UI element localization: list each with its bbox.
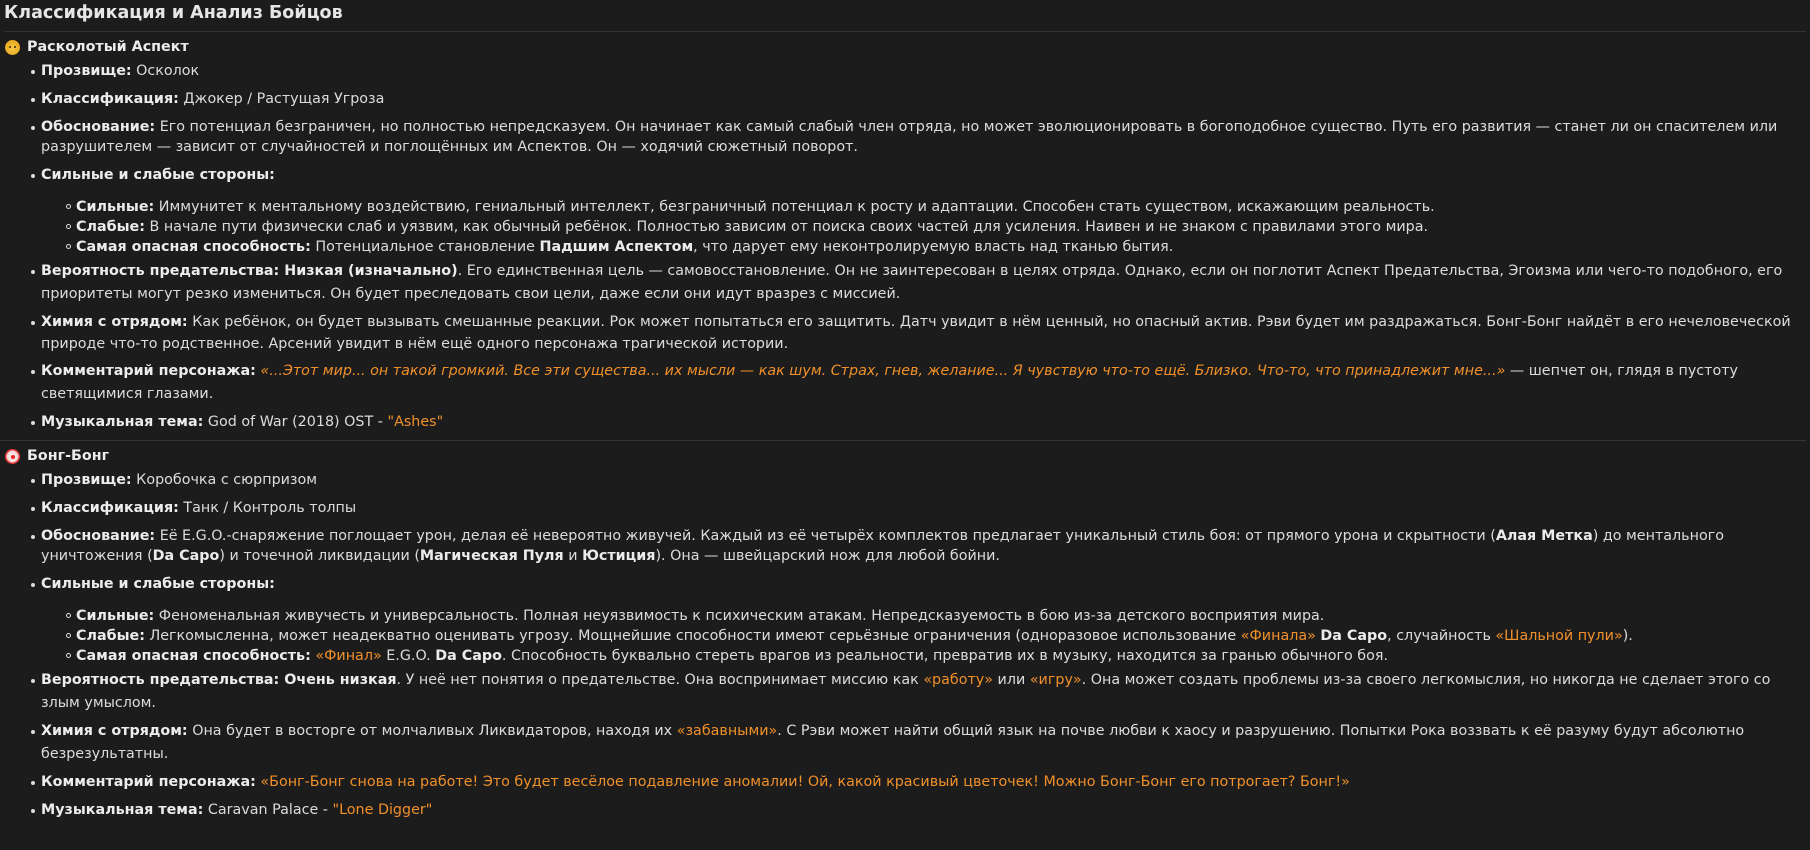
label: Обоснование: — [41, 528, 156, 544]
section-divider — [0, 440, 1806, 441]
fighter-details-list — [4, 469, 1806, 822]
value-bold: Магическая Пуля — [419, 548, 564, 564]
label: Химия с отрядом: — [41, 723, 188, 739]
accent-text: «Финал» — [315, 648, 382, 664]
list-item-strengths-weaknesses — [41, 573, 1806, 668]
fighter-name: Бонг-Бонг — [27, 448, 110, 464]
value: , случайность — [1387, 628, 1496, 644]
list-item-nickname — [41, 60, 1806, 83]
label: Музыкальная тема: — [41, 802, 204, 818]
accent-text: «забавными» — [676, 723, 778, 739]
value: Её E.G.O.-снаряжение поглощает урон, делая её невероятно живучей. Каждый из её четырёх комплектов предлагает уникальный стиль боя: от прямого урона и скрытности ( — [159, 528, 1496, 544]
fighter-heading — [4, 36, 1806, 59]
list-item-comment — [41, 771, 1806, 794]
label: Самая опасная способность: — [76, 648, 311, 664]
value: ) и точечной ликвидации ( — [219, 548, 420, 564]
value: Джокер / Растущая Угроза — [183, 91, 385, 107]
value-bold: Da Capo — [152, 548, 220, 564]
list-item-nickname — [41, 469, 1806, 492]
list-item-betrayal — [41, 260, 1806, 306]
list-item-reason — [41, 525, 1806, 566]
value: Иммунитет к ментальному воздействию, гениальный интеллект, безграничный потенциал к росту и адаптации. Способен стать существом, искажающим реальность. — [158, 199, 1435, 215]
music-title: "Lone Digger" — [332, 802, 433, 818]
value: Феноменальная живучесть и универсальность. Полная неуязвимость к психическим атакам. Непредсказуемость в бою из-за детского восприятия мира. — [158, 608, 1325, 624]
value: Его потенциал безграничен, но полностью непредсказуем. Он начинает как самый слабый член отряда, но может эволюционировать в богоподобное существо. Путь его развития — станет ли он спасителем или разрушителем — зависит от случайностей и поглощённых им Аспектов. Он — ходячий сюжетный поворот. — [41, 119, 1778, 155]
label: Обоснование: — [41, 119, 156, 135]
value: — шепчет он, глядя в пустоту светящимися глазами. — [41, 363, 1739, 402]
value: E.G.O. — [381, 648, 436, 664]
value: . Его единственная цель — самовосстановление. Он не заинтересован в целях отряда. Однако, если он поглотит Аспект Предательства, Эгоизма или чего-то подобного, его приоритеты могут резко измениться. Он будет преследовать свои цели, даже если они идут вразрез с миссией. — [41, 263, 1783, 302]
fighter-heading — [4, 445, 1806, 468]
label: Сильные: — [76, 608, 155, 624]
label: Слабые: — [76, 219, 145, 235]
fighter-details-list — [4, 60, 1806, 434]
label: Вероятность предательства: Очень низкая — [41, 672, 397, 688]
quote: «Бонг-Бонг снова на работе! Это будет весёлое подавление аномалии! Ой, какой красивый цветочек! Можно Бонг-Бонг его потрогает? Бонг!» — [260, 774, 1350, 790]
list-item-class — [41, 497, 1806, 520]
value: Потенциальное становление — [315, 239, 535, 255]
value: God of War (2018) OST - — [207, 414, 388, 430]
label: Музыкальная тема: — [41, 414, 204, 430]
music-title: "Ashes" — [387, 414, 444, 430]
accent-text: «работу» — [923, 672, 993, 688]
fighter-section — [4, 445, 1806, 822]
sublist-item-danger — [76, 236, 1806, 259]
label: Сильные: — [76, 199, 155, 215]
accent-text: «Шальной пули» — [1495, 628, 1623, 644]
accent-text: «игру» — [1029, 672, 1082, 688]
value: Caravan Palace - — [207, 802, 333, 818]
value: Танк / Контроль толпы — [183, 500, 357, 516]
label: Сильные и слабые стороны: — [41, 167, 275, 183]
list-item-strengths-weaknesses — [41, 164, 1806, 259]
clown-face-icon — [5, 449, 20, 464]
label: Комментарий персонажа: — [41, 363, 256, 379]
list-item-class — [41, 88, 1806, 111]
list-item-music — [41, 799, 1806, 822]
value: . Способность буквально стереть врагов из реальности, превратив их в музыку, находится за гранью обычного боя. — [501, 648, 1389, 664]
list-item-chemistry — [41, 720, 1806, 766]
fighter-section — [4, 36, 1806, 434]
sublist-item-danger — [76, 645, 1806, 668]
value: Она будет в восторге от молчаливых Ликвидаторов, находя их — [192, 723, 677, 739]
value: Как ребёнок, он будет вызывать смешанные реакции. Рок может попытаться его защитить. Датч увидит в нём ценный, но опасный актив. Рэви будет им раздражаться. Бонг-Бонг найдёт в его нечеловеческой природе что-то родственное. Арсений увидит в нём ещё одного персонажа трагической истории. — [41, 314, 1791, 352]
label: Прозвище: — [41, 63, 132, 79]
label: Комментарий персонажа: — [41, 774, 256, 790]
value: . С Рэви может найти общий язык на почве любви к хаосу и разрушению. Попытки Рока воззвать к её разуму будут абсолютно безрезультатны. — [41, 723, 1745, 762]
label: Сильные и слабые стороны: — [41, 576, 275, 592]
label: Вероятность предательства: Низкая (изначально) — [41, 263, 458, 279]
value-bold: Юстиция — [582, 548, 656, 564]
value: ). Она — швейцарский нож для любой бойни. — [655, 548, 1000, 564]
list-item-chemistry — [41, 311, 1806, 355]
label: Самая опасная способность: — [76, 239, 311, 255]
value-bold: Алая Метка — [1495, 528, 1593, 544]
fighter-name: Расколотый Аспект — [27, 39, 189, 55]
label: Классификация: — [41, 500, 179, 516]
list-item-comment — [41, 360, 1806, 406]
baby-face-icon — [5, 40, 20, 55]
value: или — [993, 672, 1030, 688]
strengths-sublist — [41, 605, 1806, 668]
value-bold: Падшим Аспектом — [539, 239, 694, 255]
label: Химия с отрядом: — [41, 314, 188, 330]
value-bold: Da Capo — [1320, 628, 1388, 644]
value-bold: Da Capo — [435, 648, 502, 664]
value: , что дарует ему неконтролируемую власть над тканью бытия. — [693, 239, 1174, 255]
value: и — [563, 548, 583, 564]
list-item-music — [41, 411, 1806, 434]
list-item-betrayal — [41, 669, 1806, 715]
accent-text: «Финала» — [1240, 628, 1316, 644]
value: Легкомысленна, может неадекватно оценивать угрозу. Мощнейшие способности имеют серьёзные ограничения (одноразовое использование — [149, 628, 1241, 644]
value: ) до ментального уничтожения ( — [41, 528, 1724, 564]
label: Слабые: — [76, 628, 145, 644]
strengths-sublist — [41, 196, 1806, 259]
page-title: Классификация и Анализ Бойцов — [4, 0, 1806, 32]
value: Осколок — [136, 63, 200, 79]
label: Классификация: — [41, 91, 179, 107]
value: . У неё нет понятия о предательстве. Она воспринимает миссию как — [396, 672, 924, 688]
quote: «...Этот мир... он такой громкий. Все эти существа... их мысли — как шум. Страх, гнев, желание... Я чувствую что-то ещё. Близко. Что-то, что принадлежит мне...» — [260, 363, 1506, 379]
value: В начале пути физически слаб и уязвим, как обычный ребёнок. Полностью зависим от поиска своих частей для усиления. Наивен и не знаком с правилами этого мира. — [149, 219, 1429, 235]
value: ). — [1622, 628, 1633, 644]
value: . Она может создать проблемы из-за своего легкомыслия, но никогда не сделает этого со злым умыслом. — [41, 672, 1771, 711]
list-item-reason — [41, 116, 1806, 157]
value: Коробочка с сюрпризом — [136, 472, 318, 488]
label: Прозвище: — [41, 472, 132, 488]
